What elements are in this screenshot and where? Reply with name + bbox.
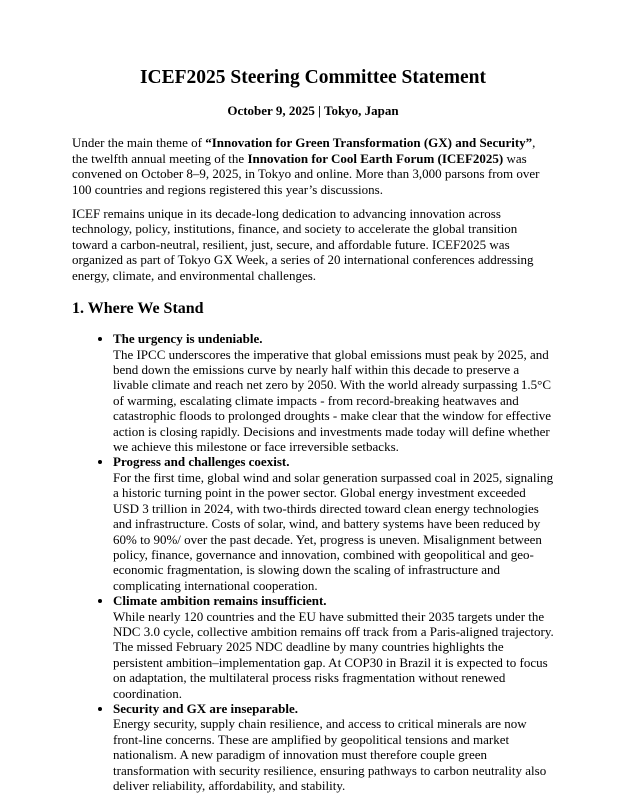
intro-segment-3: , the twelfth annual meeting of the xyxy=(72,135,536,166)
bullet-body: For the first time, global wind and solar generation surpassed coal in 2025, signaling a historic turning point in the power sector. Global energy investment exceeded USD 3 trillion in 2024, with two-thirds directed toward clean energy technologies and infrastructure. Costs of solar, wind, and battery systems have been reduced by 60% to 90%/ over the past decade. Yet, progress is uneven. Misalignment between policy, finance, governance and innovation, combined with geopolitical and geo-economic fragmentation, is slowing down the scaling of infrastructure and complicating international cooperation. xyxy=(113,469,554,593)
bullet-item-progress xyxy=(113,454,554,593)
document-title: ICEF2025 Steering Committee Statement xyxy=(139,67,487,88)
bullet-body: Energy security, supply chain resilience, and access to critical minerals are now front-line concerns. These are amplified by geopolitical tensions and market nationalism. A new paradigm of innovation must therefore couple green transformation with security resilience, ensuring pathways to carbon neutrality also deliver reliability, affordability, and stability. xyxy=(113,716,547,794)
forum-name-bold: Innovation for Cool Earth Forum (ICEF2025) xyxy=(247,150,504,166)
section-heading-where-we-stand: 1. Where We Stand xyxy=(72,300,204,318)
bullet-title: • Security and GX are inseparable. xyxy=(113,700,299,716)
bullet-body: While nearly 120 countries and the EU have submitted their 2035 targets under the NDC 3.0 cycle, collective ambition remains off track from a Paris-aligned trajectory. The missed February 2025 NDC deadline by many countries highlights the persistent ambition–implementation gap. At COP30 in Brazil it is expected to focus on adaptation, the multilateral process risks fragmentation without renewed coordination. xyxy=(113,608,554,701)
about-icef-paragraph: ICEF remains unique in its decade-long dedication to advancing innovation across technology, policy, institutions, finance, and society to accelerate the global transition toward a carbon-neutral, resilient, just, secure, and affordable future. ICEF2025 was organized as part of Tokyo GX Week, a series of 20 international conferences addressing energy, climate, and environmental challenges. xyxy=(72,206,534,283)
bullet-title: • Progress and challenges coexist. xyxy=(113,454,290,470)
bullet-item-urgency xyxy=(113,331,554,454)
intro-segment-5: was convened on October 8–9, 2025, in Tokyo and online. More than 3,000 parsons from over 100 countries and regions registered this year’s discussions. xyxy=(72,150,540,197)
bullet-title: • Climate ambition remains insufficient. xyxy=(113,593,327,609)
intro-segment-1: Under the main theme of xyxy=(72,135,206,151)
bullet-item-climate-ambition xyxy=(113,593,554,701)
bullet-body: The IPCC underscores the imperative that global emissions must peak by 2025, and bend down the emissions curve by nearly half within this decade to preserve a livable climate and reach net zero by 2050. With the world already surpassing 1.5°C of warming, escalating climate impacts - from record-breaking heatwaves and catastrophic floods to prolonged droughts - make clear that the window for effective action is closing rapidly. Decisions and investments made today will define whether we achieve this milestone or face irreversible setbacks. xyxy=(113,346,552,455)
theme-title-bold: “Innovation for Green Transformation (GX) and Security” xyxy=(205,135,533,151)
bullet-title: • The urgency is undeniable. xyxy=(113,331,263,347)
intro-paragraph xyxy=(72,135,554,197)
bullet-item-security-gx xyxy=(113,701,554,793)
bullet-list xyxy=(72,331,554,793)
dateline: October 9, 2025 | Tokyo, Japan xyxy=(227,103,399,119)
